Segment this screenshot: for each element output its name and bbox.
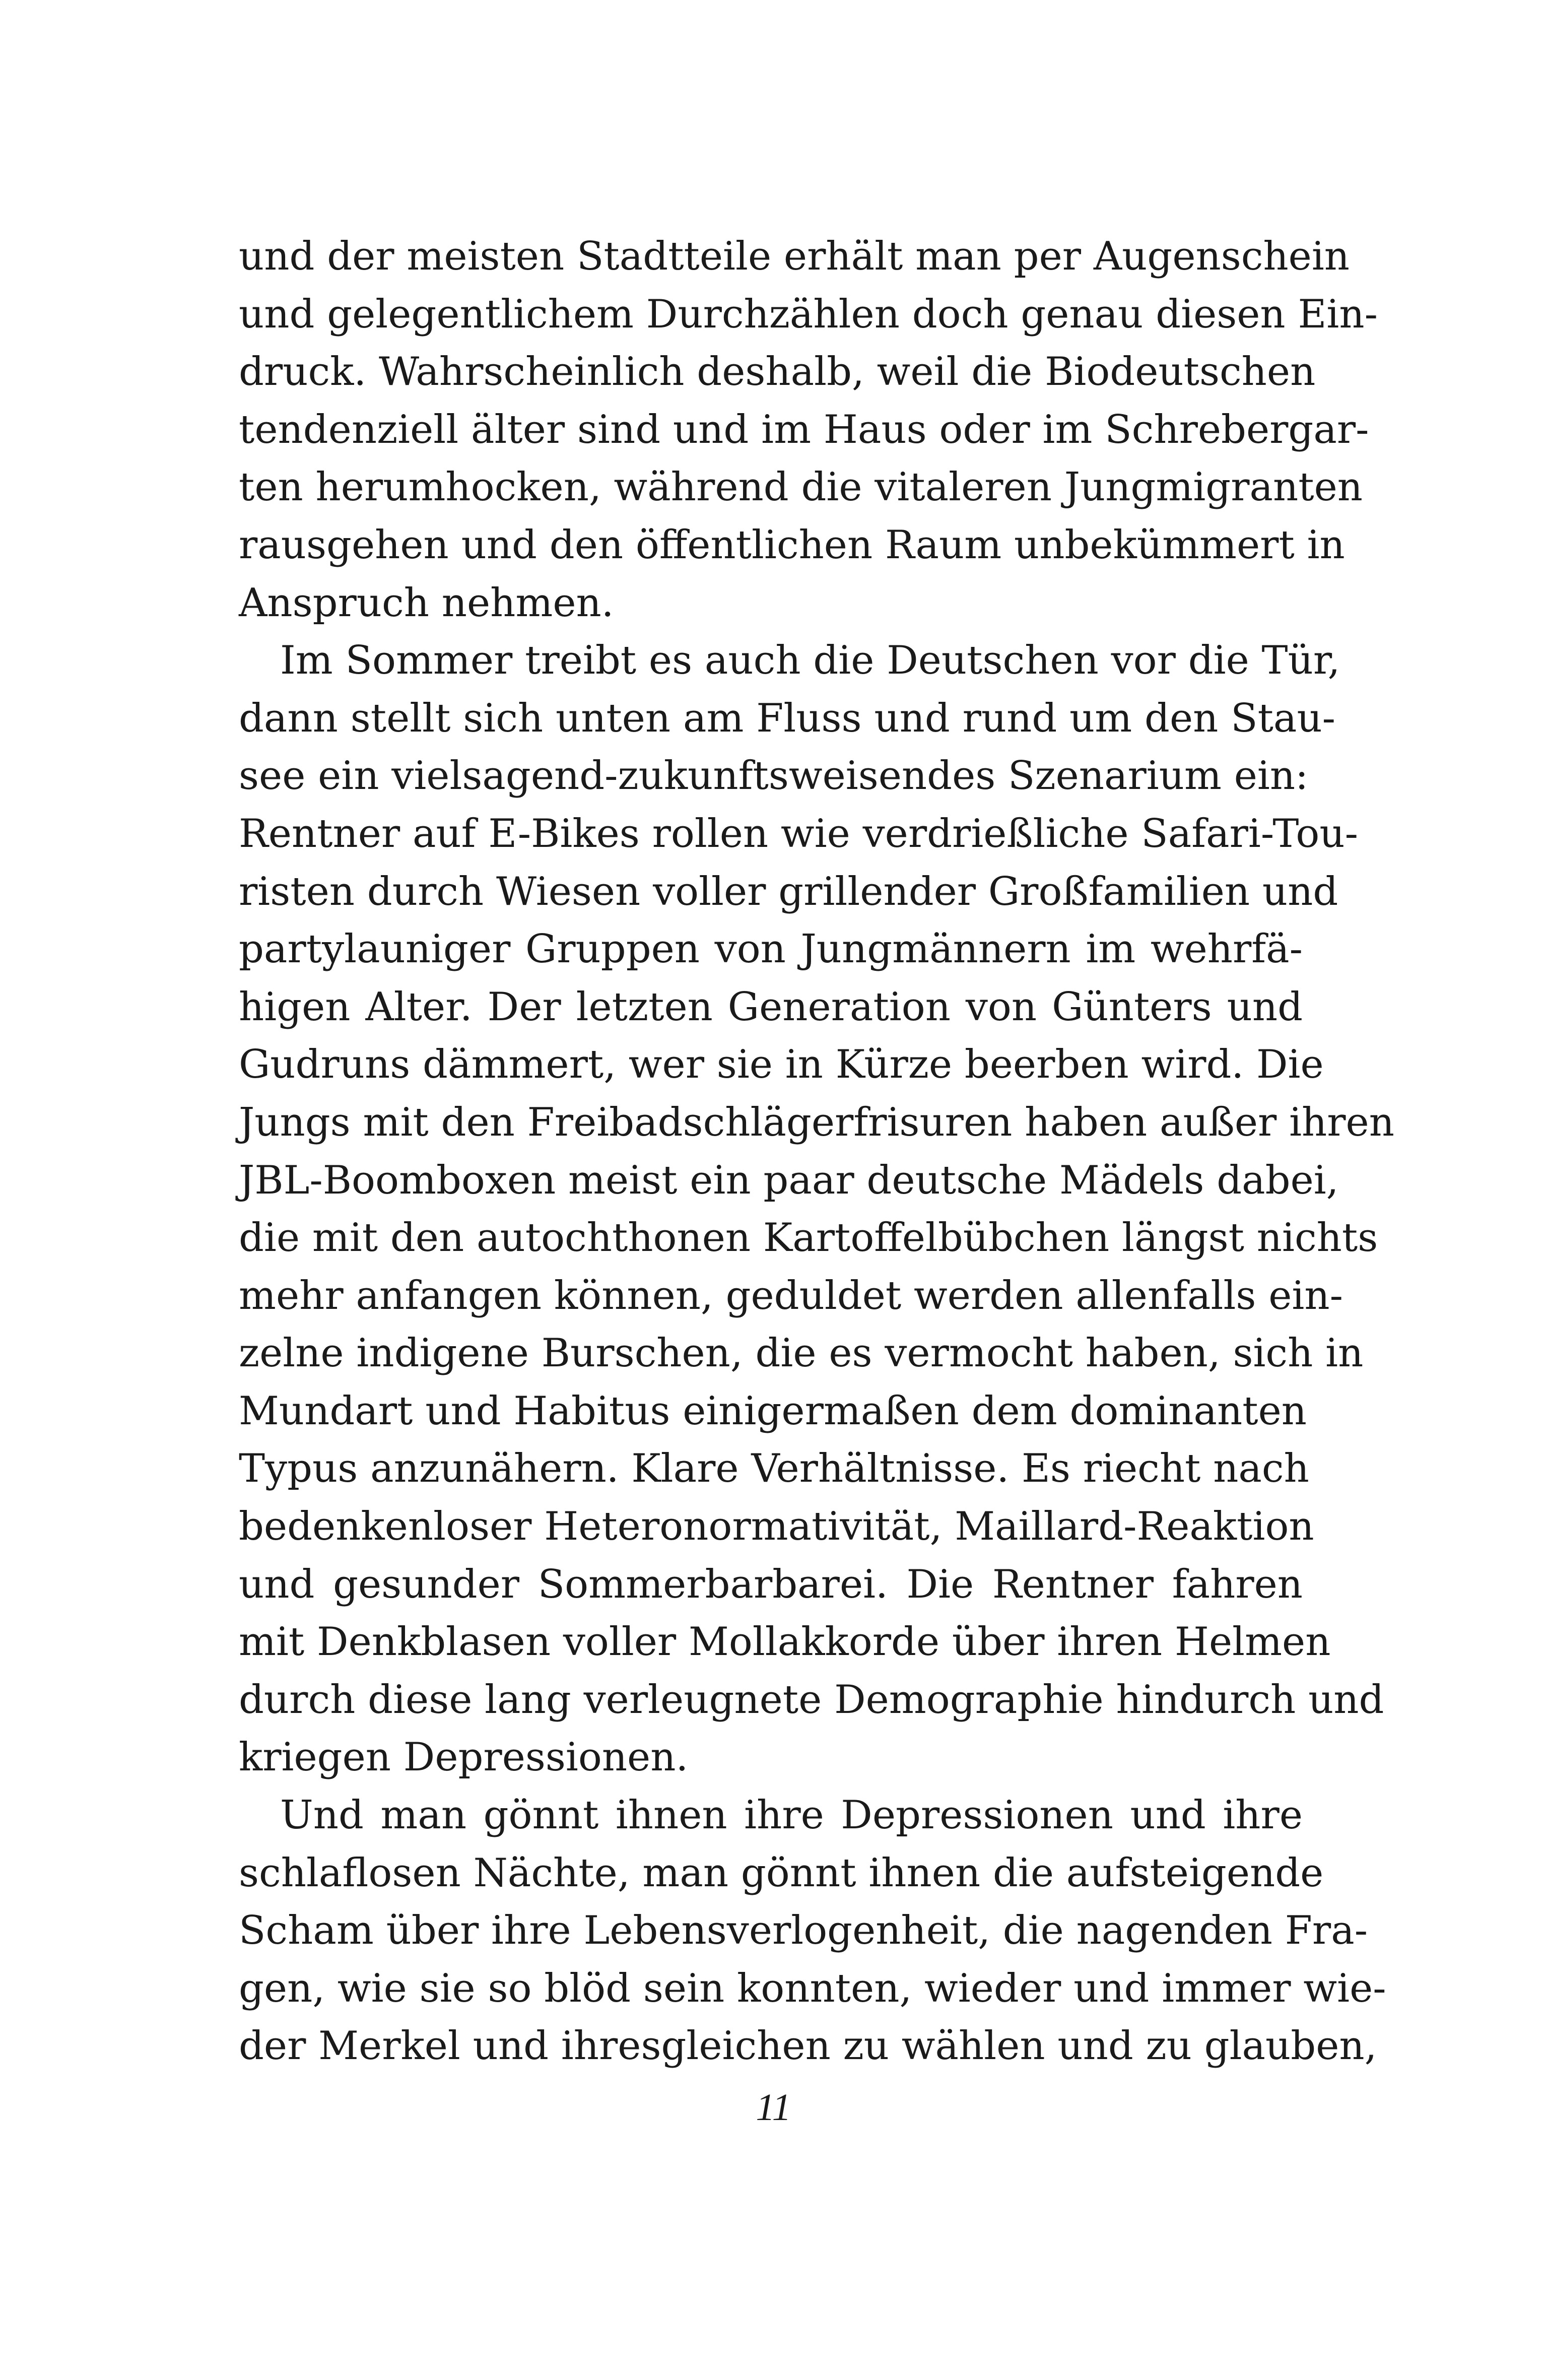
page-number: 11: [756, 2086, 791, 2129]
text-line: risten durch Wiesen voller grillender Großfamilien und: [239, 869, 1338, 914]
text-line: bedenkenloser Heteronormativität, Maillard-Reaktion: [239, 1504, 1314, 1550]
text-line: Gudruns dämmert, wer sie in Kürze beerben wird. Die: [239, 1042, 1324, 1088]
text-line: Anspruch nehmen.: [239, 580, 614, 626]
text-line: und gelegentlichem Durchzählen doch genau diesen Ein-: [239, 291, 1378, 337]
text-line: durch diese lang verleugnete Demographie hindurch und: [239, 1677, 1384, 1723]
text-line: der Merkel und ihresgleichen zu wählen und zu glauben,: [239, 2023, 1377, 2069]
text-line: zelne indigene Burschen, die es vermocht haben, sich in: [239, 1331, 1364, 1376]
text-line: Rentner auf E-Bikes rollen wie verdrießliche Safari-Tou-: [239, 811, 1358, 856]
paragraph: [239, 228, 1378, 632]
text-line: mit Denkblasen voller Mollakkorde über ihren Helmen: [239, 1619, 1331, 1665]
text-line: Jungs mit den Freibadschlägerfrisuren haben außer ihren: [239, 1099, 1394, 1145]
text-line: Typus anzunähern. Klare Verhältnisse. Es riecht nach: [239, 1446, 1309, 1492]
text-line: die mit den autochthonen Kartoffelbübchen längst nichts: [239, 1215, 1378, 1261]
text-line: Und man gönnt ihnen ihre Depressionen und ihre: [280, 1793, 1303, 1838]
text-line: partylauniger Gruppen von Jungmännern im wehrfä-: [239, 927, 1303, 972]
text-line: dann stellt sich unten am Fluss und rund um den Stau-: [239, 695, 1336, 741]
paragraph: [239, 1787, 1386, 2075]
text-line: kriegen Depressionen.: [239, 1735, 689, 1780]
text-line: ten herumhocken, während die vitaleren Jungmigranten: [239, 465, 1363, 510]
text-line: JBL-Boomboxen meist ein paar deutsche Mädels dabei,: [239, 1157, 1339, 1203]
text-line: see ein vielsagend-zukunftsweisendes Szenarium ein:: [239, 753, 1309, 799]
body-text: [239, 228, 1394, 2075]
text-line: druck. Wahrscheinlich deshalb, weil die Biodeutschen: [239, 349, 1316, 395]
text-line: Mundart und Habitus einigermaßen dem dominanten: [239, 1388, 1307, 1434]
text-line: Im Sommer treibt es auch die Deutschen vor die Tür,: [280, 638, 1340, 684]
text-line: rausgehen und den öffentlichen Raum unbekümmert in: [239, 522, 1345, 568]
text-line: higen Alter. Der letzten Generation von Günters und: [239, 984, 1303, 1030]
paragraph: [239, 632, 1394, 1787]
text-line: schlaflosen Nächte, man gönnt ihnen die aufsteigende: [239, 1850, 1324, 1896]
text-line: tendenziell älter sind und im Haus oder im Schrebergar-: [239, 407, 1369, 452]
text-line: gen, wie sie so blöd sein konnten, wieder und immer wie-: [239, 1965, 1386, 2011]
text-line: mehr anfangen können, geduldet werden allenfalls ein-: [239, 1273, 1343, 1318]
text-line: und gesunder Sommerbarbarei. Die Rentner fahren: [239, 1561, 1303, 1607]
text-line: und der meisten Stadtteile erhält man per Augenschein: [239, 234, 1350, 279]
text-line: Scham über ihre Lebensverlogenheit, die nagenden Fra-: [239, 1908, 1368, 1954]
